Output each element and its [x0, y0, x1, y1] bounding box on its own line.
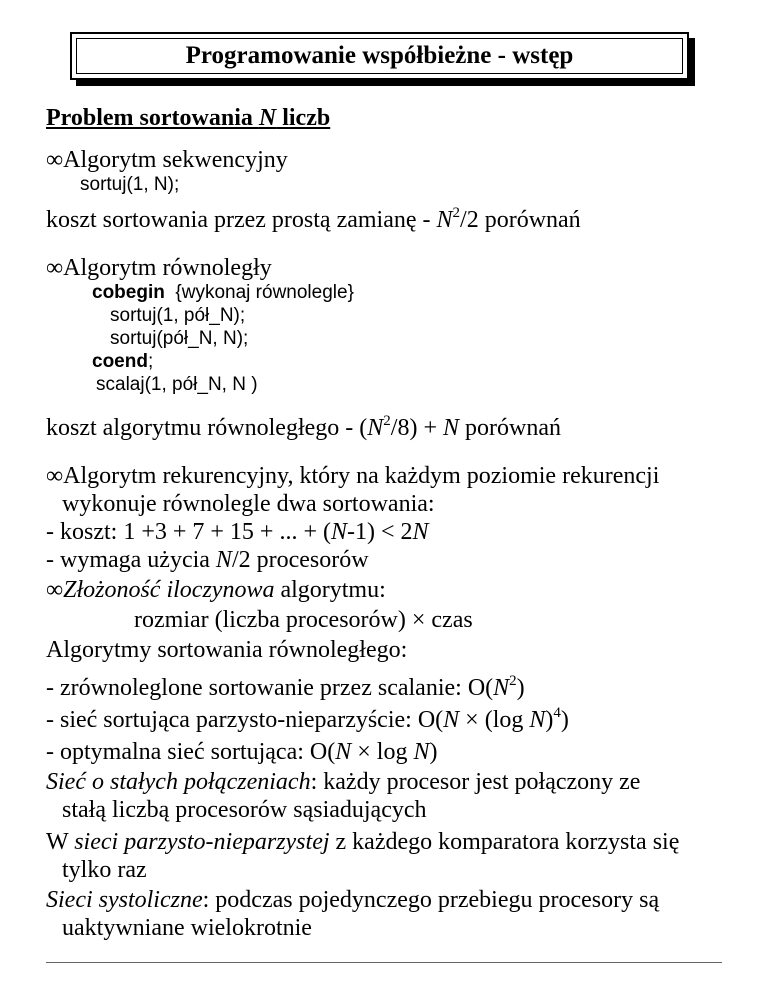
systolic-network-def: Sieci systoliczne: podczas pojedynczego przebiegu procesory są: [46, 887, 660, 913]
bullet-parallel: ∞Algorytm równoległy: [46, 255, 272, 281]
bullet-sequential: ∞Algorytm sekwencyjny: [46, 147, 288, 173]
bullet-complexity: ∞Złożoność iloczynowa algorytmu:: [46, 577, 386, 603]
recursive-line-2: wykonuje równolegle dwa sortowania:: [62, 491, 435, 517]
section-heading: Problem sortowania N liczb: [46, 105, 331, 131]
odd-even-network-def: W sieci parzysto-nieparzystej z każdego komparatora korzysta się: [46, 829, 680, 855]
recursive-processors: - wymaga użycia N/2 procesorów: [46, 547, 369, 573]
systolic-network-def-2: uaktywniane wielokrotnie: [62, 915, 312, 941]
code-cobegin: cobegin {wykonaj równolegle}: [92, 282, 354, 303]
recursive-cost: - koszt: 1 +3 + 7 + 15 + ... + (N-1) < 2N: [46, 519, 429, 545]
code-sort-1: sortuj(1, pół_N);: [110, 305, 246, 326]
code-coend: coend;: [92, 351, 154, 372]
bottom-divider: [46, 962, 722, 963]
algorithms-intro: Algorytmy sortowania równoległego:: [46, 637, 408, 663]
code-sort-2: sortuj(pół_N, N);: [110, 328, 249, 349]
algorithm-optimal: - optymalna sieć sortująca: O(N × log N): [46, 739, 438, 765]
fixed-network-def-2: stałą liczbą procesorów sąsiadujących: [62, 797, 427, 823]
code-sequential: sortuj(1, N);: [80, 174, 180, 195]
algorithm-merge: - zrównoleglone sortowanie przez scalanie: $O(N^2)$: [46, 673, 525, 701]
cost-parallel: koszt algorytmu równoległego - $(N^2/8) + N$ porównań: [46, 413, 561, 441]
odd-even-network-def-2: tylko raz: [62, 857, 147, 883]
code-merge: scalaj(1, pół_N, N ): [96, 374, 258, 395]
complexity-formula: rozmiar (liczba procesorów) × czas: [134, 607, 473, 633]
algorithm-odd-even: - sieć sortująca parzysto-nieparzyście: O(N × (log N)$^4$): [46, 705, 569, 733]
title-box: [70, 32, 689, 80]
fixed-network-def: Sieć o stałych połączeniach: każdy procesor jest połączony ze: [46, 769, 641, 795]
bullet-recursive: ∞Algorytm rekurencyjny, który na każdym poziomie rekurencji: [46, 463, 660, 489]
page-title: Programowanie współbieżne - wstęp: [185, 42, 574, 69]
cost-sequential: koszt sortowania przez prostą zamianę - $N^2/2$ porównań: [46, 205, 581, 233]
